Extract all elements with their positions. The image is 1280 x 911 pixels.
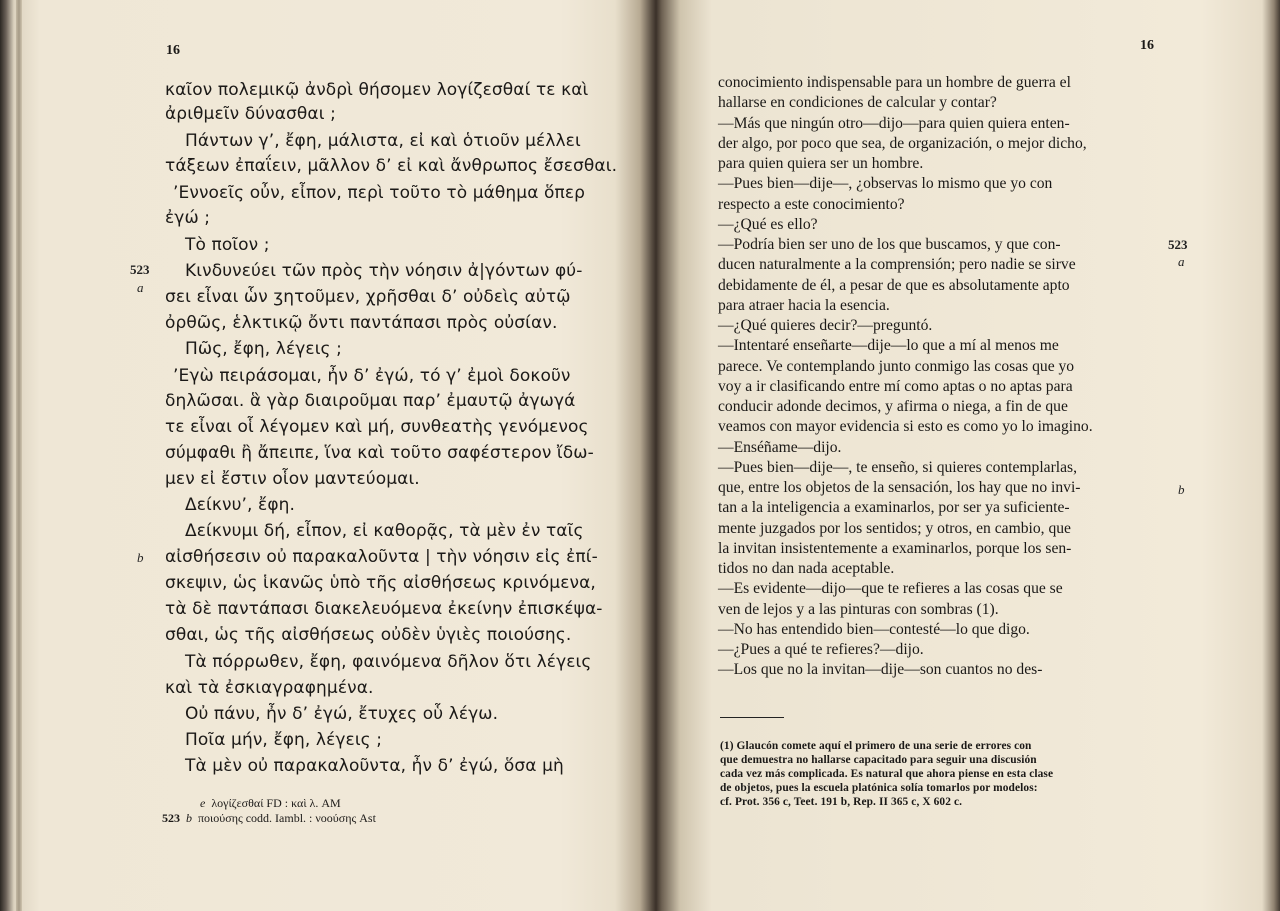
translation-line: para atraer hacia la esencia. <box>718 297 890 314</box>
translation-line: tan a la inteligencia a examinarlos, por ser ya suficiente- <box>718 499 1070 516</box>
left-page-number: 16 <box>166 43 180 58</box>
greek-line: τὰ δὲ παντάπασι διακελευόμενα ἐκείνην ἐπισκέψα- <box>165 599 603 619</box>
stephanus-number: 523 <box>1168 237 1188 252</box>
translation-line: —¿Pues a qué te refieres?—dijo. <box>718 641 924 658</box>
translation-line: para quien quiera ser un hombre. <box>718 155 924 172</box>
apparatus-entry <box>162 811 376 826</box>
greek-line: Δείκνυ’, ἔφη. <box>185 495 296 515</box>
translation-line: —Pues bien—dije—, te enseño, si quieres contemplarlas, <box>718 459 1078 476</box>
translation-line: que, entre los objetos de la sensación, los hay que no invi- <box>718 479 1081 496</box>
translation-line: der algo, por poco que sea, de organización, o mejor dicho, <box>718 135 1087 152</box>
translation-line: debidamente de él, a pesar de que es absolutamente apto <box>718 277 1070 294</box>
right-page-number: 16 <box>1140 38 1154 53</box>
greek-line: Πάντων γ’, ἔφη, μάλιστα, εἰ καὶ ὁτιοῦν μέλλει <box>185 131 581 151</box>
greek-line: τε εἶναι οἷ λέγομεν καὶ μή, συνθεατὴς γενόμενος <box>165 417 589 437</box>
translation-line: ven de lejos y a las pinturas con sombras (1). <box>718 601 999 618</box>
translation-line: veamos con mayor evidencia si esto es como yo lo imagino. <box>718 418 1093 435</box>
footnote-line: cada vez más complicada. Es natural que ahora piense en esta clase <box>720 768 1054 780</box>
greek-line: σθαι, ὡς τῆς αἰσθήσεως οὐδὲν ὑγιὲς ποιούσης. <box>165 625 572 645</box>
greek-line: τάξεων ἐπαΐειν, μᾶλλον δ’ εἰ καὶ ἄνθρωπος ἔσεσθαι. <box>165 156 618 176</box>
translation-line: tidos no dan nada aceptable. <box>718 560 895 577</box>
translation-line: mente juzgados por los sentidos; y otros, en cambio, que <box>718 520 1071 537</box>
translation-line: la invitan insistentemente a examinarlos, porque los sen- <box>718 540 1072 557</box>
translation-line: conocimiento indispensable para un hombre de guerra el <box>718 74 1071 91</box>
section-letter: a <box>137 280 144 295</box>
translation-line: —Pues bien—dije—, ¿observas lo mismo que yo con <box>718 175 1053 192</box>
greek-line: Οὐ πάνυ, ἦν δ’ ἐγώ, ἔτυχες οὗ λέγω. <box>185 704 499 724</box>
greek-line: ’Εγὼ πειράσομαι, ἦν δ’ ἐγώ, τό γ’ ἐμοὶ δοκοῦν <box>173 366 571 386</box>
translation-line: —Los que no la invitan—dije—son cuantos no des- <box>718 661 1043 678</box>
greek-line: σει εἶναι ὧν ʒητοῦμεν, χρῆσθαι δ’ οὐδεὶς αὐτῷ <box>165 287 571 307</box>
greek-line: δηλῶσαι. ἃ γὰρ διαιροῦμαι παρ’ ἐμαυτῷ ἀγωγά <box>165 391 576 411</box>
section-letter: a <box>1178 254 1185 269</box>
translation-line: —Enséñame—dijo. <box>718 439 842 456</box>
translation-line: —¿Qué quieres decir?—preguntó. <box>718 317 933 334</box>
translation-line: parece. Ve contemplando junto conmigo las cosas que yo <box>718 358 1075 375</box>
greek-line: καὶ τὰ ἐσκιαγραφημένα. <box>165 678 374 698</box>
greek-line: Τὰ πόρρωθεν, ἔφη, φαινόμενα δῆλον ὅτι λέγεις <box>185 652 592 672</box>
stephanus-number: 523 <box>130 262 150 277</box>
translation-line: —Más que ningún otro—dijo—para quien quiera enten- <box>718 115 1070 132</box>
apparatus-label: b <box>186 811 192 825</box>
translation-line: voy a ir clasificando entre mí como aptas o no aptas para <box>718 378 1073 395</box>
apparatus-entry <box>200 796 341 811</box>
greek-line: ἀριθμεῖν δύνασθαι ; <box>165 104 336 124</box>
greek-line: Κινδυνεύει τῶν πρὸς τὴν νόησιν ἀ|γόντων φύ- <box>185 261 583 281</box>
greek-line: Πῶς, ἔφη, λέγεις ; <box>185 339 342 359</box>
footnote-line: que demuestra no hallarse capacitado para seguir una discusión <box>720 754 1037 766</box>
greek-line: Τὸ ποῖον ; <box>185 235 270 255</box>
greek-line: καῖον πολεμικῷ ἀνδρὶ θήσομεν λογίζεσθαί τε καὶ <box>165 80 589 100</box>
greek-line: Δείκνυμι δή, εἶπον, εἰ καθορᾷς, τὰ μὲν ἐν ταῖς <box>185 521 584 541</box>
footnote-line: de objetos, pues la escuela platónica solía tomarlos por modelos: <box>720 782 1038 794</box>
apparatus-text: λογίζεσθαί FD : καὶ λ. AM <box>211 796 341 810</box>
translation-line: —No has entendido bien—contesté—lo que digo. <box>718 621 1030 638</box>
translation-line: —Podría bien ser uno de los que buscamos, y que con- <box>718 236 1061 253</box>
greek-line: μεν εἰ ἔστιν οἷον μαντεύομαι. <box>165 469 420 489</box>
section-letter: b <box>1178 482 1185 497</box>
greek-line: σύμφαθι ἢ ἄπειπε, ἵνα καὶ τοῦτο σαφέστερον ἴδω- <box>165 443 594 463</box>
translation-line: conducir adonde decimos, y afirma o niega, a fin de que <box>718 398 1068 415</box>
page-stack-edge <box>16 0 22 911</box>
section-letter: b <box>137 550 144 565</box>
greek-line: Τὰ μὲν οὐ παρακαλοῦντα, ἦν δ’ ἐγώ, ὅσα μὴ <box>185 756 564 776</box>
greek-line: ἐγώ ; <box>165 208 211 228</box>
apparatus-text: ποιούσης codd. Iambl. : νοούσης Ast <box>198 811 376 825</box>
translation-line: ducen naturalmente a la comprensión; pero nadie se sirve <box>718 256 1076 273</box>
greek-line: Ποῖα μήν, ἔφη, λέγεις ; <box>185 730 383 750</box>
greek-line: σκεψιν, ὡς ἱκανῶς ὑπὸ τῆς αἰσθήσεως κρινόμενα, <box>165 573 596 593</box>
footnote-line: cf. Prot. 356 c, Teet. 191 b, Rep. II 365 c, X 602 c. <box>720 796 963 808</box>
translation-line: respecto a este conocimiento? <box>718 196 905 213</box>
translation-line: —¿Qué es ello? <box>718 216 818 233</box>
greek-line: ὀρθῶς, ἑλκτικῷ ὄντι παντάπασι πρὸς οὐσίαν. <box>165 313 558 333</box>
footnote-line: (1) Glaucón comete aquí el primero de una serie de errores con <box>720 740 1032 752</box>
apparatus-label: e <box>200 796 206 810</box>
translation-line: —Intentaré enseñarte—dije—lo que a mí al menos me <box>718 337 1059 354</box>
translation-line: hallarse en condiciones de calcular y contar? <box>718 94 997 111</box>
apparatus-ref: 523 <box>162 811 180 825</box>
translation-line: —Es evidente—dijo—que te refieres a las cosas que se <box>718 580 1063 597</box>
greek-line: αἰσθήσεσιν οὐ παρακαλοῦντα | τὴν νόησιν εἰς ἐπί- <box>165 547 598 567</box>
footnote-rule <box>720 717 784 718</box>
greek-line: ’Εννοεῖς οὖν, εἶπον, περὶ τοῦτο τὸ μάθημα ὅπερ <box>173 183 586 203</box>
